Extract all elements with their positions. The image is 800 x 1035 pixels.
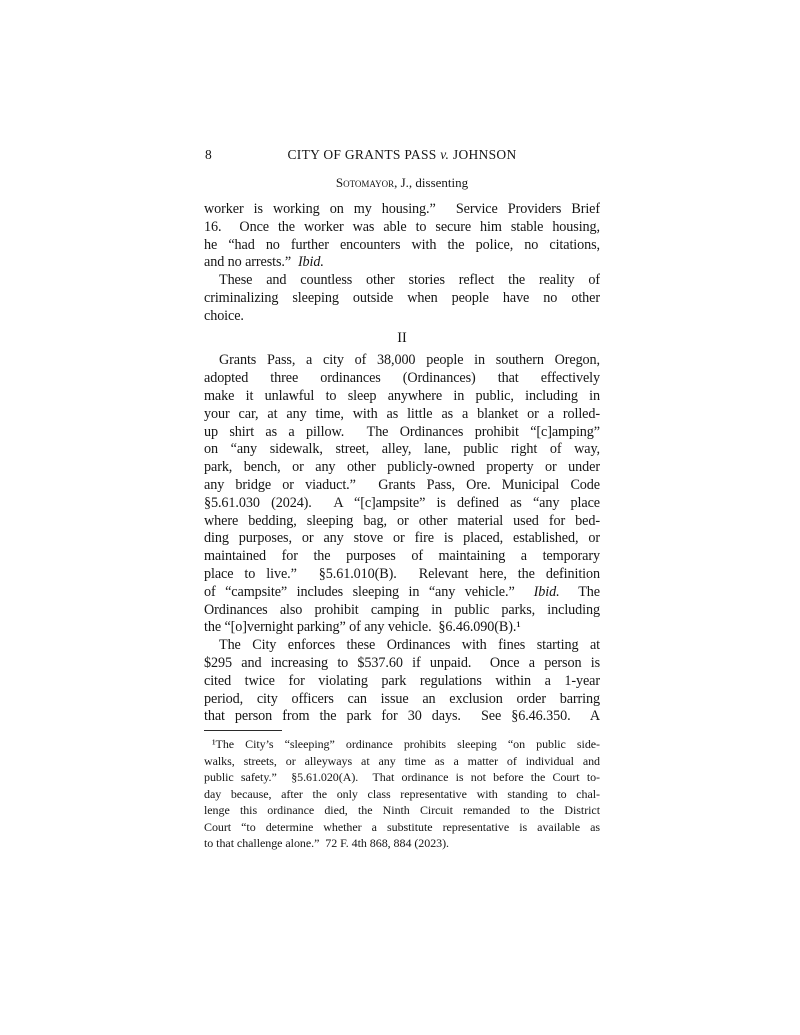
paragraph — [204, 637, 600, 726]
text-line: worker is working on my housing.” Service Providers Brief — [204, 201, 600, 217]
text-line: choice. — [204, 307, 244, 324]
body-text — [204, 201, 600, 726]
text-line: period, city officers can issue an exclusion order barring — [204, 690, 600, 707]
text-line: ding purposes, or any stove or fire is placed, established, or — [204, 530, 600, 547]
section-heading: II — [397, 329, 407, 346]
text-line: make it unlawful to sleep anywhere in public, including in — [204, 387, 600, 404]
text-line: day because, after the only class representative with standing to chal- — [204, 786, 600, 801]
text-line: to that challenge alone.” 72 F. 4th 868, 884 (2023). — [204, 836, 450, 850]
text-line: §5.61.030 (2024). A “[c]ampsite” is defined as “any place — [204, 494, 600, 511]
text-line: ¹The City’s “sleeping” ordinance prohibits sleeping “on public side- — [212, 737, 600, 751]
paragraph — [204, 352, 600, 637]
text-line: place to live.” §5.61.010(B). Relevant here, the definition — [204, 565, 600, 582]
case-title: CITY OF GRANTS PASS v. JOHNSON — [287, 147, 517, 162]
text-line: Court “to determine whether a substitute representative is available as — [204, 819, 600, 834]
text-line: that person from the park for 30 days. See §6.46.350. A — [204, 708, 600, 725]
paragraph — [204, 272, 600, 325]
text-line: 16. Once the worker was able to secure him stable housing, — [204, 218, 600, 235]
paragraph — [204, 201, 600, 272]
opinion-subtitle: Sotomayor, J., dissenting — [335, 175, 469, 190]
text-line: of “campsite” includes sleeping in “any vehicle.” Ibid. The — [204, 583, 600, 600]
text-line: adopted three ordinances (Ordinances) that effectively — [204, 370, 600, 387]
footnote — [204, 736, 600, 852]
text-line: the “[o]vernight parking” of any vehicle. §6.46.090(B).¹ — [204, 619, 521, 636]
footnote-separator — [204, 730, 282, 731]
text-line: criminalizing sleeping outside when people have no other — [204, 289, 600, 306]
text-line: walks, streets, or alleyways at any time as a matter of individual and — [204, 753, 600, 768]
text-line: lenge this ordinance died, the Ninth Circuit remanded to the District — [204, 803, 600, 817]
text-line: your car, at any time, with as little as a blanket or a rolled- — [204, 405, 600, 422]
text-line: The City enforces these Ordinances with fines starting at — [219, 637, 600, 654]
text-line: maintained for the purposes of maintaining a temporary — [204, 548, 600, 565]
text-line: cited twice for violating park regulations within a 1-year — [204, 672, 600, 689]
text-line: Ordinances also prohibit camping in public parks, including — [204, 601, 600, 618]
text-line: on “any sidewalk, street, alley, lane, public right of way, — [204, 441, 600, 458]
text-line: where bedding, sleeping bag, or other material used for bed- — [204, 512, 600, 529]
text-line: These and countless other stories reflect the reality of — [219, 272, 600, 289]
text-line: park, bench, or any other publicly-owned property or under — [204, 459, 600, 476]
text-line: he “had no further encounters with the police, no citations, — [204, 236, 600, 253]
text-line: and no arrests.” Ibid. — [204, 254, 324, 271]
page-number: 8 — [205, 147, 212, 162]
text-line: public safety.” §5.61.020(A). That ordinance is not before the Court to- — [204, 770, 600, 784]
text-line: Grants Pass, a city of 38,000 people in southern Oregon, — [219, 352, 600, 369]
text-line: $295 and increasing to $537.60 if unpaid. Once a person is — [204, 654, 600, 671]
page-header — [204, 147, 600, 165]
text-line: up shirt as a pillow. The Ordinances prohibit “[c]amping” — [204, 423, 600, 440]
text-line: any bridge or viaduct.” Grants Pass, Ore. Municipal Code — [204, 476, 600, 493]
